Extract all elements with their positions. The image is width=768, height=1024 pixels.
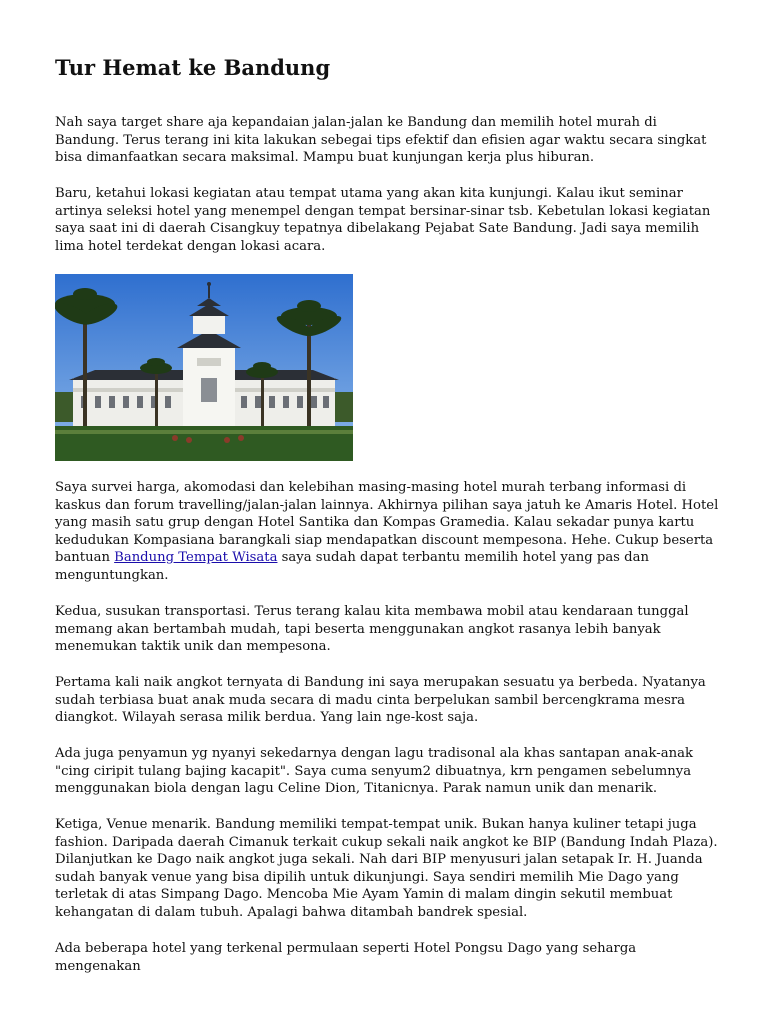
survey-text-end: saya sudah dapat terbantu memilih hotel yang pas dan menguntungkan. <box>55 550 649 583</box>
survey-text: Saya survei harga, akomodasi dan kelebihan masing-masing hotel murah terbang informasi di kaskus dan forum travelling/jalan-jalan lainnya. Akhirnya pilihan saya jatuh ke Amaris Hotel. Hotel yang masih satu grup dengan Hotel Santika dan Kompas Gramedia. Kalau sekadar punya kartu kedudukan Kompasiana barangkali siap mendapatkan discount mempesona. Hehe. Cukup beserta bantuan <box>55 480 719 566</box>
gedung-sate-photo <box>55 274 353 461</box>
bandung-tempat-wisata-link[interactable]: Bandung Tempat Wisata <box>114 550 278 566</box>
paragraph-transport: Kedua, susukan transportasi. Terus terang kalau kita membawa mobil atau kendaraan tunggal memang akan bertambah mudah, tapi beserta menggunakan angkot rasanya lebih banyak menemukan taktik unik dan mempesona. <box>55 604 689 655</box>
paragraph-venue: Ketiga, Venue menarik. Bandung memiliki tempat-tempat unik. Bukan hanya kuliner tetapi juga fashion. Daripada daerah Cimanuk terkait cukup sekali naik angkot ke BIP (Bandung Indah Plaza). Dilanjutkan ke Dago naik angkot juga sekali. Nah dari BIP menyusuri jalan setapak Ir. H. Juanda sudah banyak venue yang bisa dipilih untuk dikunjungi. Saya sendiri memilih Mie Dago yang terletak di atas Simpang Dago. Mencoba Mie Ayam Yamin di malam dingin sekutil membuat kehangatan di dalam tubuh. Apalagi bahwa ditambah bandrek spesial. <box>55 817 718 920</box>
paragraph-intro: Nah saya target share aja kepandaian jalan-jalan ke Bandung dan memilih hotel murah di Bandung. Terus terang ini kita lakukan sebegai tips efektif dan efisien agar waktu secara singkat bisa dimanfaatkan secara maksimal. Mampu buat kunjungan kerja plus hiburan. <box>55 115 707 166</box>
paragraph-singer: Ada juga penyamun yg nyanyi sekedarnya dengan lagu tradisonal ala khas santapan anak-anak "cing ciripit tulang bajing kacapit". Saya cuma senyum2 dibuatnya, krn pengamen sebelumnya menggunakan biola dengan lagu Celine Dion, Titanicnya. Parak namun unik dan menarik. <box>55 746 693 797</box>
paragraph-hotels: Ada beberapa hotel yang terkenal permulaan seperti Hotel Pongsu Dago yang seharga mengenakan <box>55 941 637 974</box>
paragraph-location: Baru, ketahui lokasi kegiatan atau tempat utama yang akan kita kunjungi. Kalau ikut seminar artinya seleksi hotel yang menempel dengan tempat bersinar-sinar tsb. Kebetulan lokasi kegiatan saya saat ini di daerah Cisangkuy tepatnya dibelakang Pejabat Sate Bandung. Jadi saya memilih lima hotel terdekat dengan lokasi acara. <box>55 186 711 254</box>
paragraph-angkot: Pertama kali naik angkot ternyata di Bandung ini saya merupakan sesuatu ya berbeda. Nyatanya sudah terbiasa buat anak muda secara di madu cinta berpelukan sambil bercengkrama mesra diangkot. Wilayah serasa milik berdua. Yang lain nge-kost saja. <box>55 675 706 726</box>
page-title: Tur Hemat ke Bandung <box>55 55 331 80</box>
paragraph-hotel-survey <box>55 479 725 585</box>
